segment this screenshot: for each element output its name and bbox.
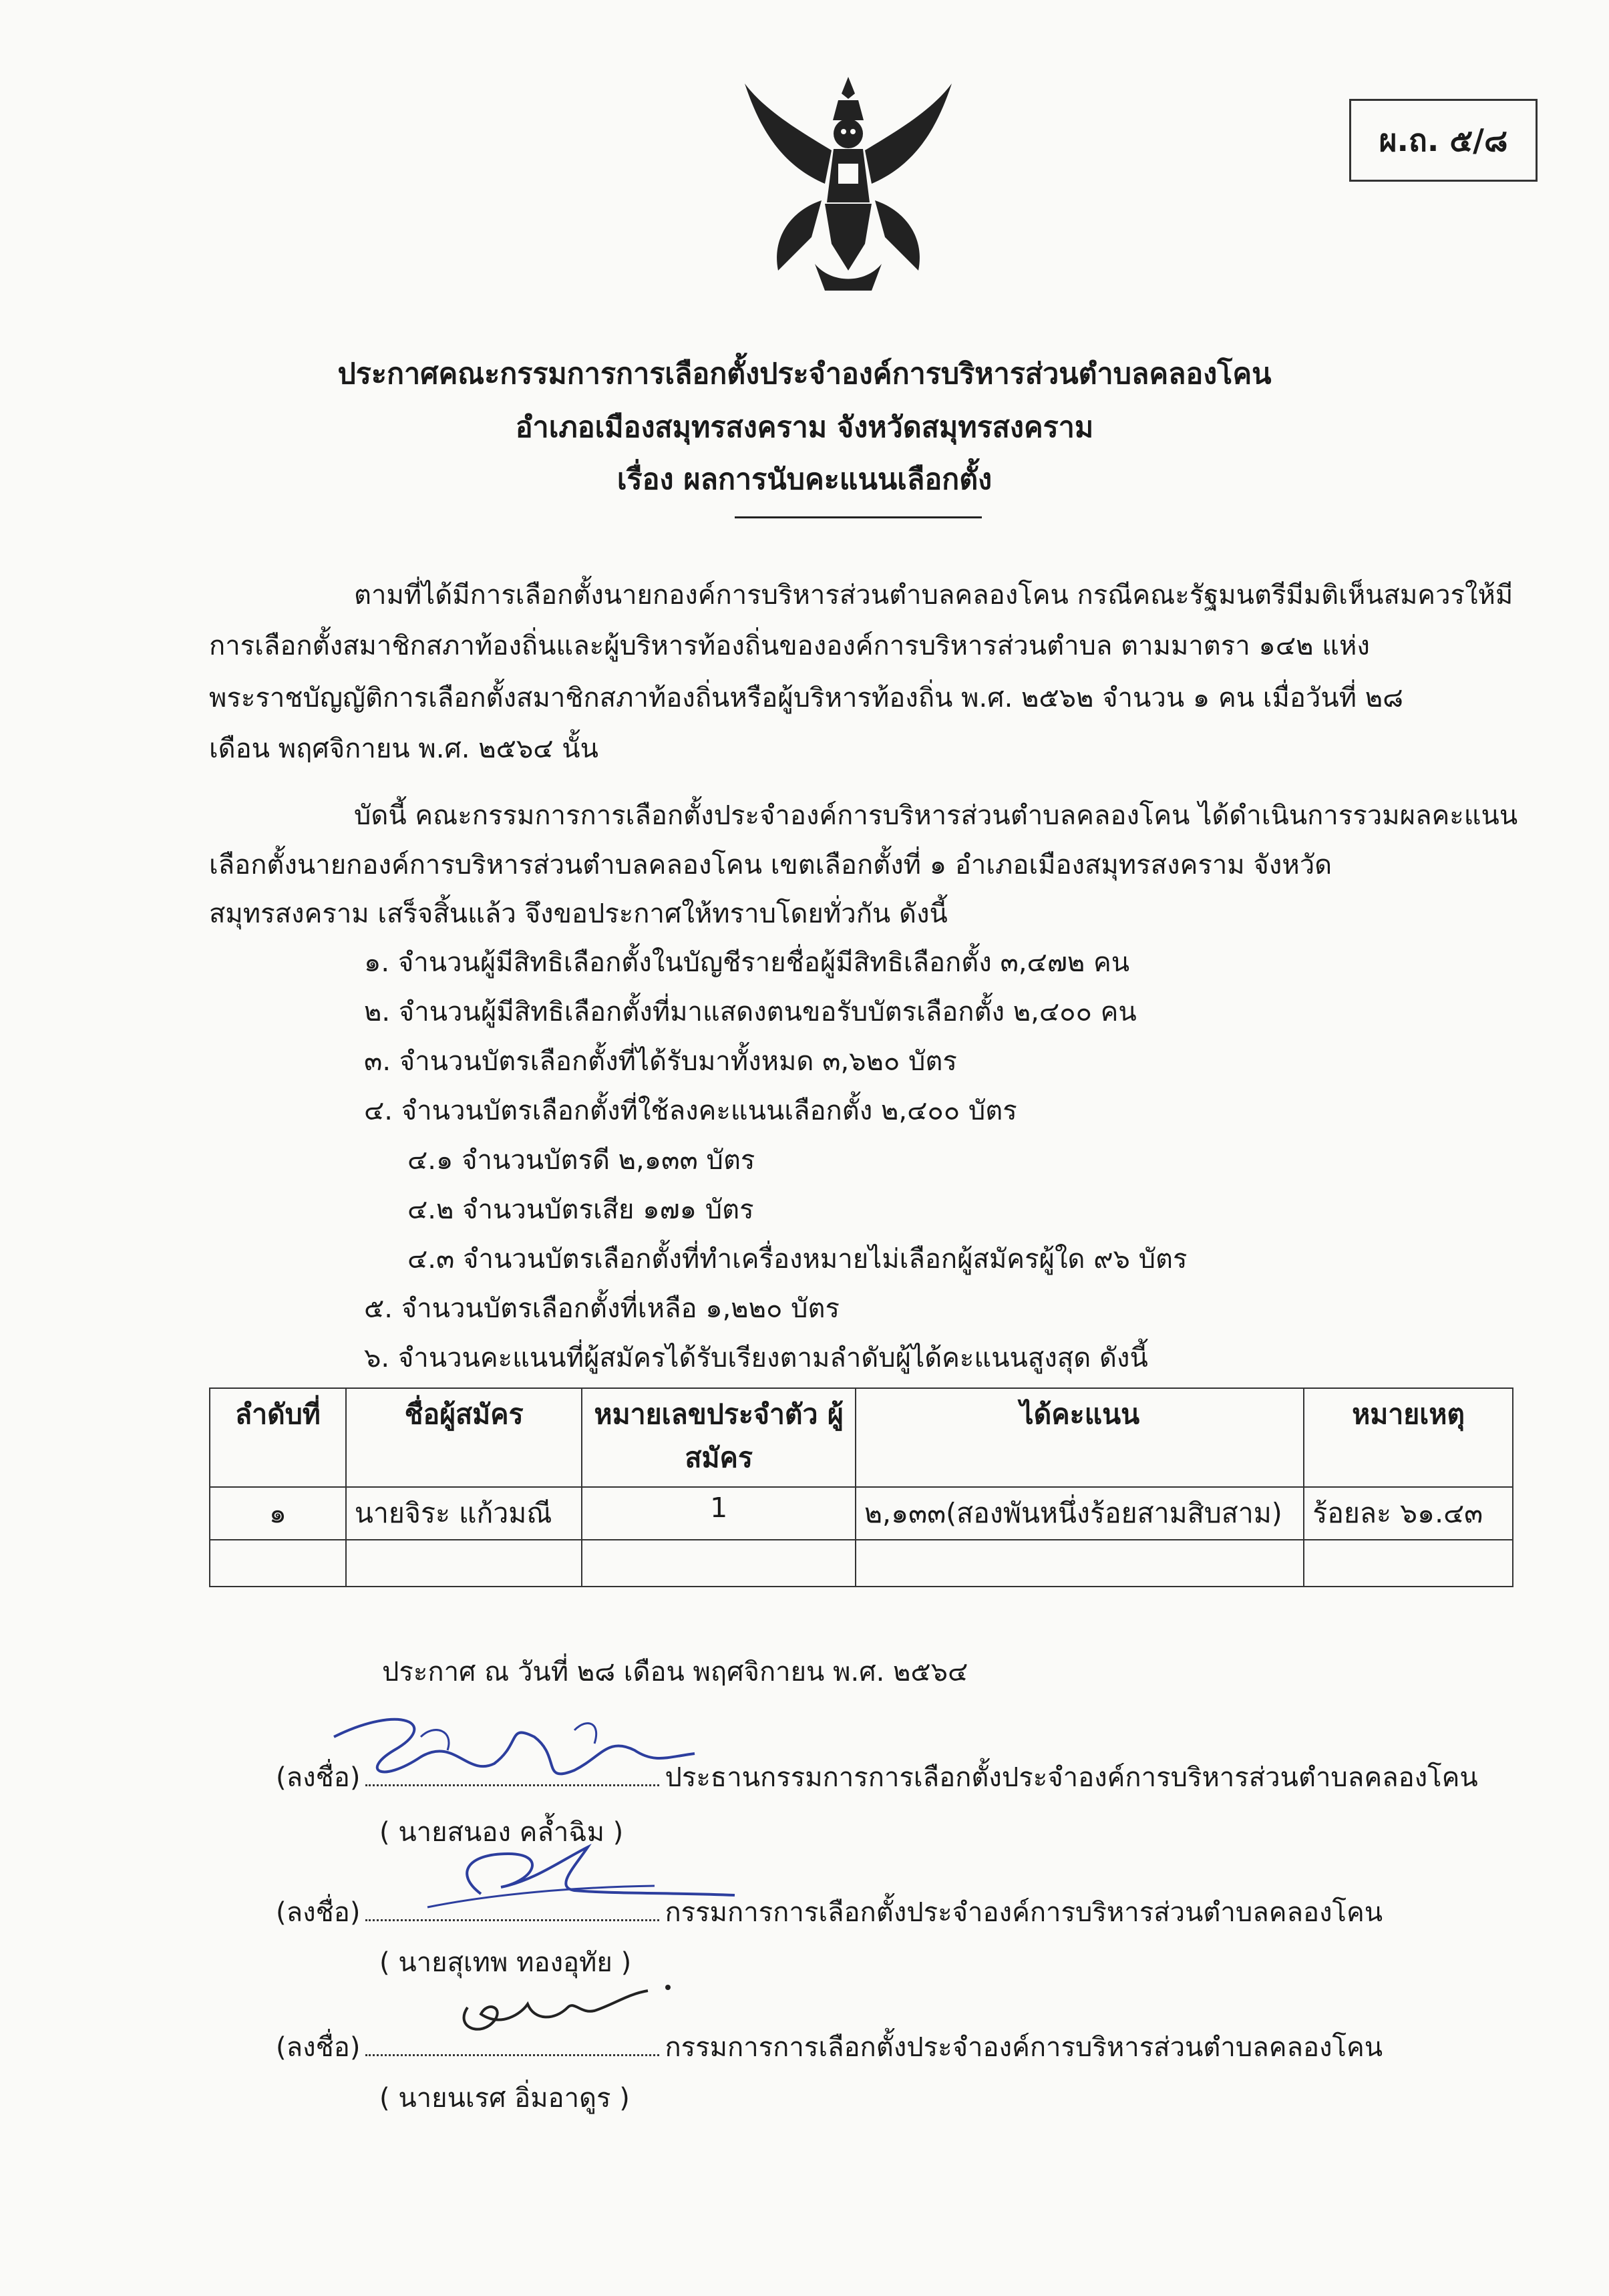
paragraph-2-line-3: สมุทรสงคราม เสร็จสิ้นแล้ว จึงขอประกาศให้ทราบโดยทั่วกัน ดังนี้	[209, 898, 948, 929]
list-item: ๑. จำนวนผู้มีสิทธิเลือกตั้งในบัญชีรายชื่อผู้มีสิทธิเลือกตั้ง ๓,๔๗๒ คน	[364, 947, 1130, 978]
column-header-name: ชื่อผู้สมัคร	[346, 1388, 582, 1487]
cell-rank: ๑	[210, 1487, 346, 1540]
column-header-remark: หมายเหตุ	[1304, 1388, 1513, 1487]
column-header-votes: ได้คะแนน	[856, 1388, 1304, 1487]
signature-role: กรรมการการเลือกตั้งประจำองค์การบริหารส่วนตำบลคลองโคน	[665, 1897, 1383, 1928]
paragraph-1-line-1: ตามที่ได้มีการเลือกตั้งนายกองค์การบริหารส่วนตำบลคลองโคน กรณีคณะรัฐมนตรีมีมติเห็นสมควรให้มี	[354, 580, 1513, 611]
cell-remark: ร้อยละ ๖๑.๔๓	[1304, 1487, 1513, 1540]
cell-votes: ๒,๑๓๓(สองพันหนึ่งร้อยสามสิบสาม)	[856, 1487, 1304, 1540]
list-item: ๖. จำนวนคะแนนที่ผู้สมัครได้รับเรียงตามลำดับผู้ได้คะแนนสูงสุด ดังนี้	[364, 1343, 1148, 1373]
list-item: ๒. จำนวนผู้มีสิทธิเลือกตั้งที่มาแสดงตนขอรับบัตรเลือกตั้ง ๒,๔๐๐ คน	[364, 997, 1137, 1027]
paragraph-1-line-3: พระราชบัญญัติการเลือกตั้งสมาชิกสภาท้องถิ่นหรือผู้บริหารท้องถิ่น พ.ศ. ๒๕๖๒ จำนวน ๑ คน เมื่อวันที่ ๒๘	[209, 683, 1403, 713]
cell-name: นายจิระ แก้วมณี	[346, 1487, 582, 1540]
handwritten-signature-2	[401, 1834, 748, 1921]
signature-prefix: (ลงชื่อ)	[276, 2032, 361, 2063]
paragraph-2-line-1: บัดนี้ คณะกรรมการการเลือกตั้งประจำองค์การบริหารส่วนตำบลคลองโคน ได้ดำเนินการรวมผลคะแนน	[354, 800, 1518, 831]
cell-name	[346, 1540, 582, 1587]
heading-line-3: เรื่อง ผลการนับคะแนนเลือกตั้ง	[616, 463, 993, 496]
results-table	[209, 1387, 1513, 1587]
list-item: ๔.๓ จำนวนบัตรเลือกตั้งที่ทำเครื่องหมายไม่เลือกผู้สมัครผู้ใด ๙๖ บัตร	[407, 1244, 1188, 1275]
column-header-number: หมายเลขประจำตัว ผู้สมัคร	[582, 1388, 856, 1487]
heading-line-1: ประกาศคณะกรรมการการเลือกตั้งประจำองค์การบริหารส่วนตำบลคลองโคน	[337, 357, 1272, 391]
list-item: ๕. จำนวนบัตรเลือกตั้งที่เหลือ ๑,๒๒๐ บัตร	[364, 1293, 840, 1324]
list-item: ๓. จำนวนบัตรเลือกตั้งที่ได้รับมาทั้งหมด ๓,๖๒๐ บัตร	[364, 1046, 957, 1077]
paragraph-1-line-4: เดือน พฤศจิกายน พ.ศ. ๒๕๖๔ นั้น	[209, 733, 598, 764]
cell-remark	[1304, 1540, 1513, 1587]
signer-name-1: ( นายสนอง คล้ำฉิม )	[379, 1817, 624, 1848]
heading-divider	[735, 516, 982, 518]
garuda-emblem-icon	[738, 70, 958, 301]
table-row	[210, 1487, 1513, 1540]
paragraph-1-line-2: การเลือกตั้งสมาชิกสภาท้องถิ่นและผู้บริหารท้องถิ่นขององค์การบริหารส่วนตำบล ตามมาตรา ๑๔๒ แห่ง	[209, 631, 1370, 661]
handwritten-signature-1	[321, 1697, 735, 1797]
document-code-box	[1349, 99, 1538, 182]
document-code: ผ.ถ. ๕/๘	[1379, 122, 1508, 158]
paragraph-2-line-2: เลือกตั้งนายกองค์การบริหารส่วนตำบลคลองโคน เขตเลือกตั้งที่ ๑ อำเภอเมืองสมุทรสงคราม จังหวัด	[209, 850, 1332, 880]
table-header-row	[210, 1388, 1513, 1487]
signature-role: กรรมการการเลือกตั้งประจำองค์การบริหารส่วนตำบลคลองโคน	[665, 2032, 1383, 2063]
table-row	[210, 1540, 1513, 1587]
signer-name-3: ( นายนเรศ อิ่มอาดูร )	[379, 2083, 630, 2114]
cell-number	[582, 1540, 856, 1587]
list-item: ๔. จำนวนบัตรเลือกตั้งที่ใช้ลงคะแนนเลือกตั้ง ๒,๔๐๐ บัตร	[364, 1096, 1017, 1126]
handwritten-signature-3	[441, 1974, 681, 2047]
signature-dotted-line	[365, 2054, 659, 2056]
announcement-date: ประกาศ ณ วันที่ ๒๘ เดือน พฤศจิกายน พ.ศ. ๒๕๖๔	[382, 1657, 968, 1687]
signature-role: ประธานกรรมการการเลือกตั้งประจำองค์การบริหารส่วนตำบลคลองโคน	[665, 1762, 1478, 1793]
signer-name-2: ( นายสุเทพ ทองอุทัย )	[379, 1947, 632, 1978]
cell-votes	[856, 1540, 1304, 1587]
list-item: ๔.๑ จำนวนบัตรดี ๒,๑๓๓ บัตร	[407, 1145, 755, 1176]
signature-prefix: (ลงชื่อ)	[276, 1897, 361, 1928]
column-header-rank: ลำดับที่	[210, 1388, 346, 1487]
signature-prefix: (ลงชื่อ)	[276, 1762, 361, 1793]
cell-number: 1	[582, 1487, 856, 1540]
list-item: ๔.๒ จำนวนบัตรเสีย ๑๗๑ บัตร	[407, 1194, 754, 1225]
cell-rank	[210, 1540, 346, 1587]
heading-line-2: อำเภอเมืองสมุทรสงคราม จังหวัดสมุทรสงคราม	[515, 411, 1094, 444]
